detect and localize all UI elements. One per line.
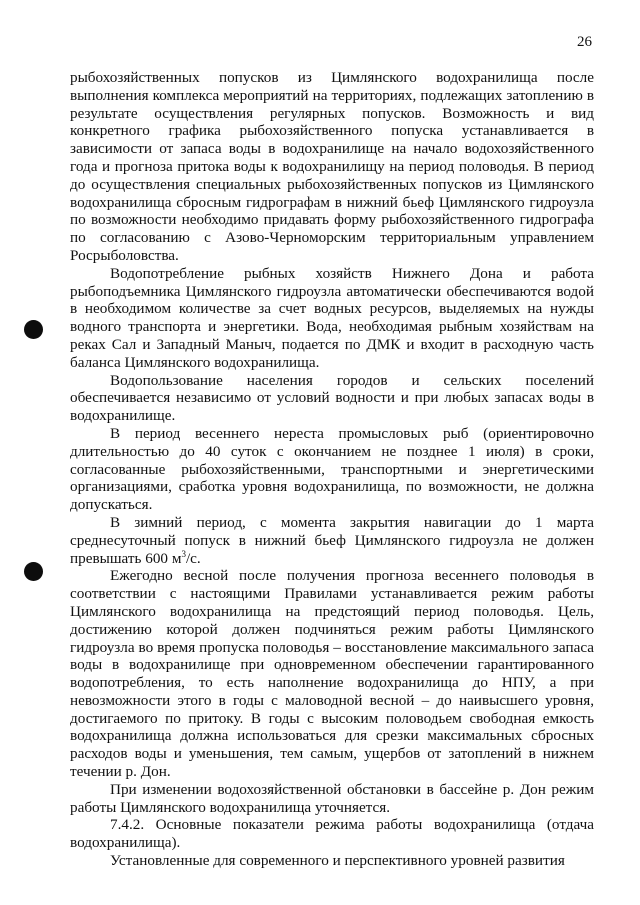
punch-hole (24, 562, 43, 581)
paragraph: При изменении водохозяйственной обстановки в бассейне р. Дон режим работы Цимлянского водохранилища уточняется. (70, 780, 594, 816)
paragraph: Ежегодно весной после получения прогноза весеннего половодья в соответствии с настоящими Правилами устанавливается режим работы Цимлянского водохранилища на предстоящий период половодья. Цель, достижению которой должен подчиняться режим работы Цимлянского гидроузла во время пропуска половодья – восстановление максимального запаса воды в водохранилище при одновременном обеспечении гарантированного водопотребления, то есть наполнение водохранилища до НПУ, а при невозможности этого в годы с маловодной весной – до наивысшего уровня, достигаемого по притоку. В годы с высоким половодьем свободная емкость водохранилища должна использоваться для срезки максимальных сбросных расходов воды и уменьшения, тем самым, ущербов от затоплений в нижнем течении р. Дон. (70, 567, 594, 781)
paragraph-text: В зимний период, с момента закрытия навигации до 1 марта среднесуточный попуск в нижний бьеф Цимлянского гидроузла не должен превышать 600 м (70, 513, 594, 567)
section-heading: 7.4.2. Основные показатели режима работы водохранилища (отдача водохранилища). (70, 816, 594, 852)
paragraph-text: /с. (185, 549, 201, 567)
page-number: 26 (577, 34, 592, 50)
paragraph (70, 514, 594, 567)
paragraph: Водопотребление рыбных хозяйств Нижнего Дона и работа рыбоподъемника Цимлянского гидроузла автоматически обеспечиваются водой в необходимом количестве за счет водных ресурсов, выделяемых на нужды водного транспорта и энергетики. Вода, необходимая рыбным хозяйствам на реках Сал и Западный Маныч, подается по ДМК и входит в расходную часть баланса Цимлянского водохранилища. (70, 264, 594, 371)
punch-hole (24, 320, 43, 339)
paragraph: Установленные для современного и перспективного уровней развития (110, 852, 565, 870)
paragraph: рыбохозяйственных попусков из Цимлянского водохранилища после выполнения комплекса мероприятий на территориях, подлежащих затоплению в результате осуществления регулярных попусков. Возможность и вид конкретного графика рыбохозяйственного попуска устанавливается в зависимости от запаса воды в водохранилище на начало водохозяйственного года и прогноза притока воды к водохранилищу на период половодья. В период до осуществления специальных рыбохозяйственных попусков из Цимлянского водохранилища сбросным гидрографам в нижний бьеф Цимлянского гидроузла по возможности необходимо придавать форму рыбохозяйственного гидрографа по согласованию с Азово-Черноморским территориальным управлением Росрыболовства. (70, 69, 594, 264)
paragraph: В период весеннего нереста промысловых рыб (ориентировочно длительностью до 40 суток с окончанием не позднее 1 июля) в сроки, согласованные рыбохозяйственными, транспортными и энергетическими организациями, сработка уровня водохранилища, по возможности, не должна допускаться. (70, 424, 594, 514)
document-body (70, 69, 594, 870)
superscript: 3 (181, 548, 186, 559)
paragraph: Водопользование населения городов и сельских поселений обеспечивается независимо от условий водности и при любых запасах воды в водохранилище. (70, 371, 594, 425)
